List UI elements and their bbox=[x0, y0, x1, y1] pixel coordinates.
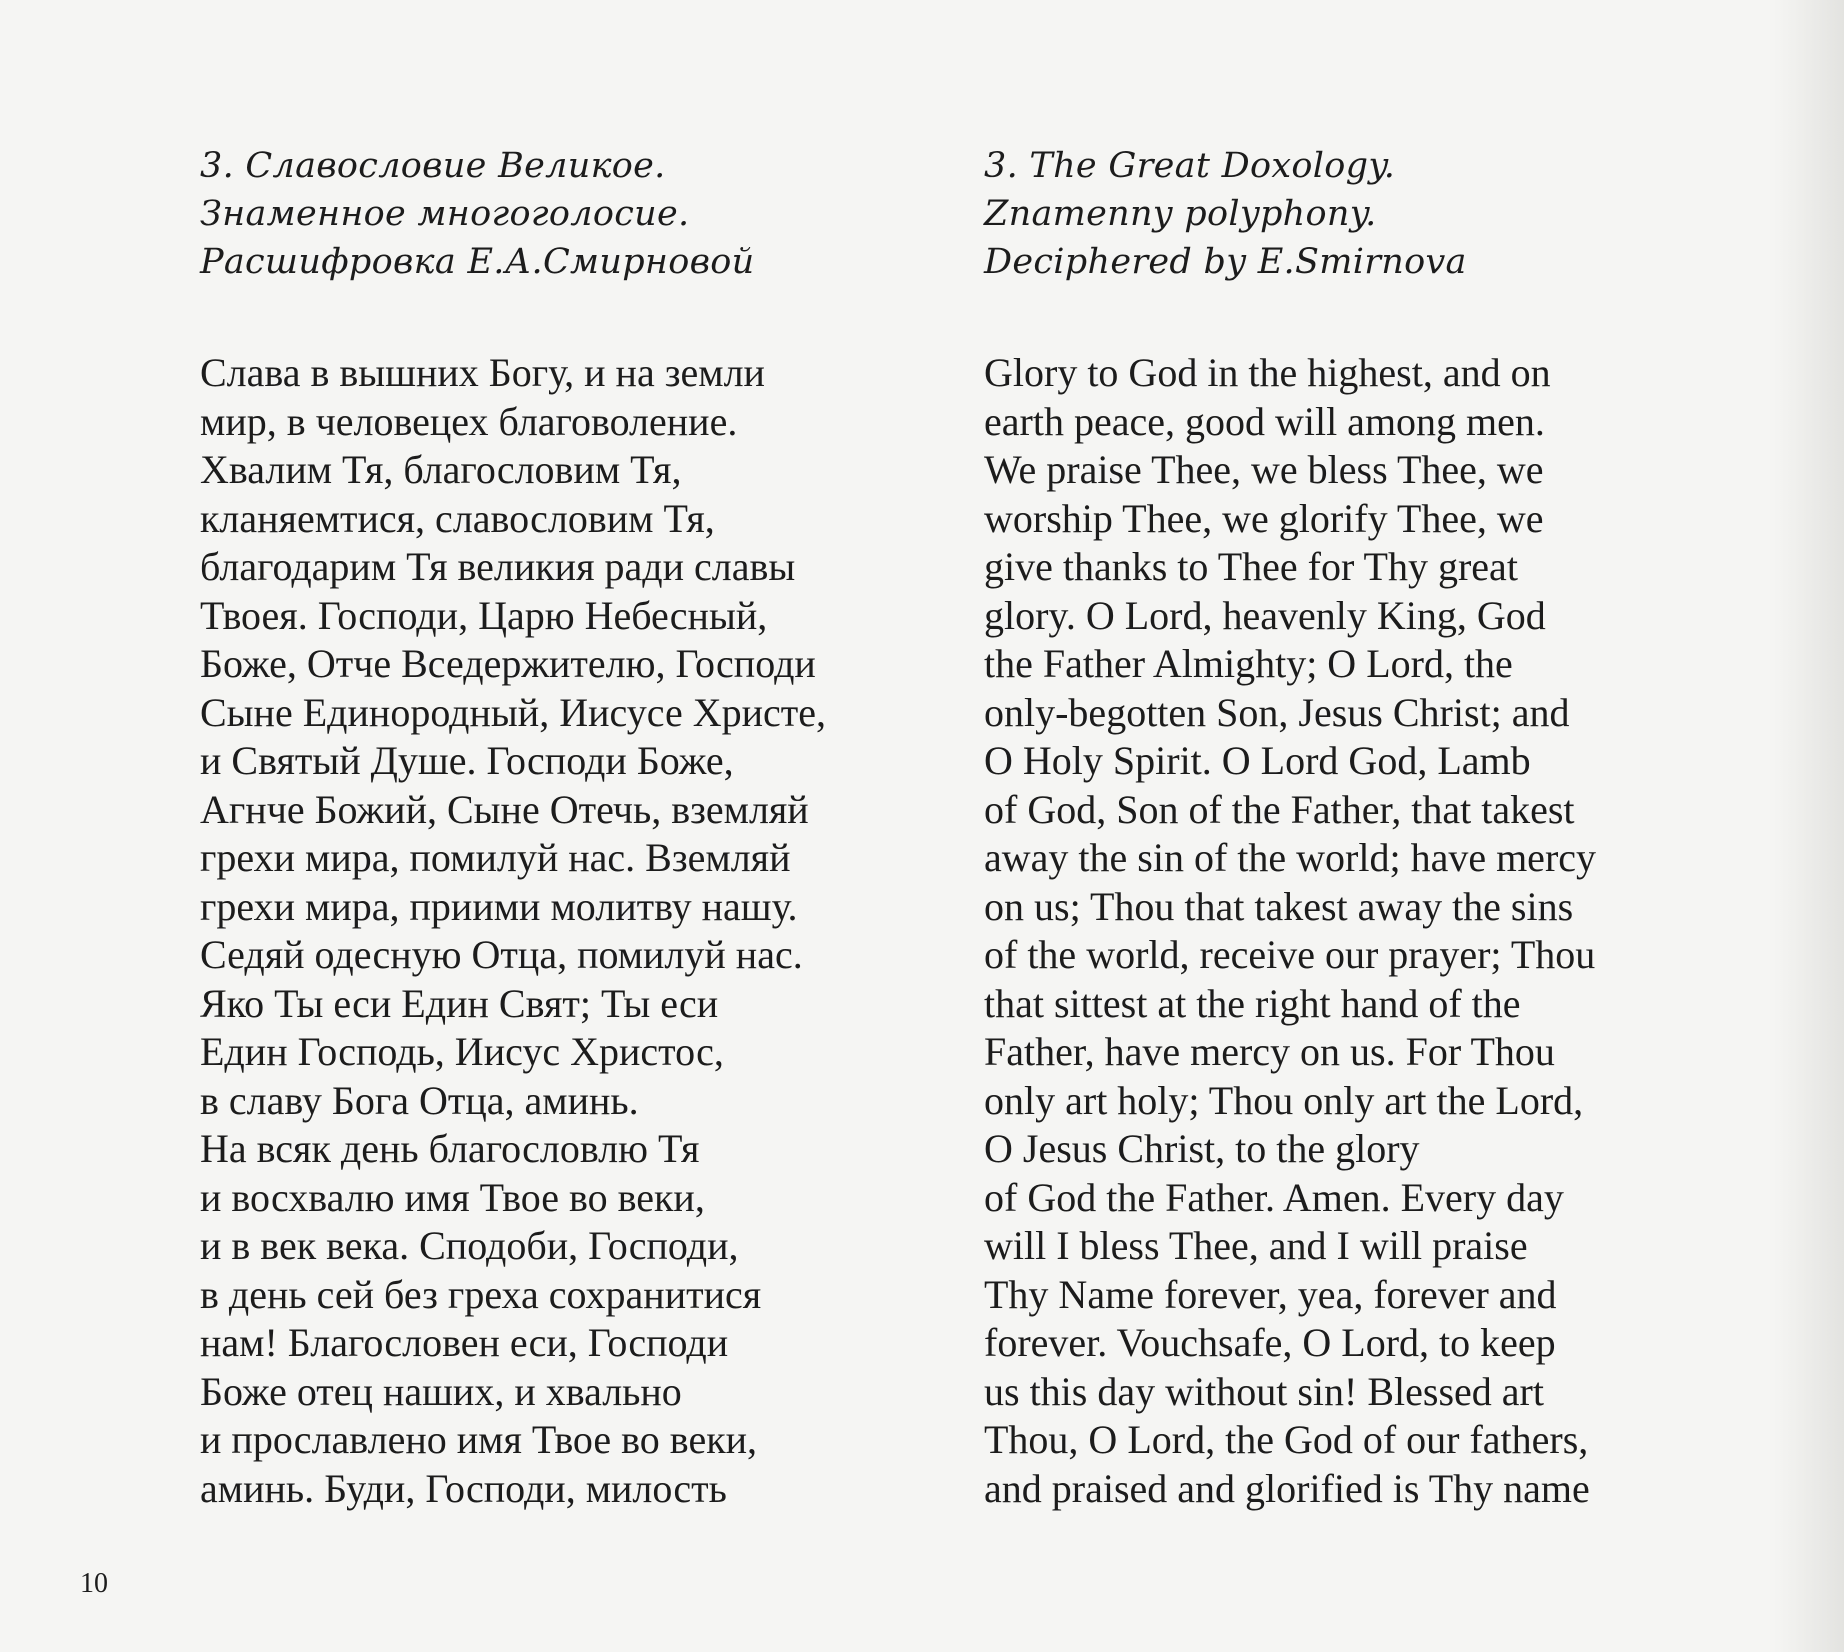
english-text-line: of God, Son of the Father, that takest bbox=[984, 786, 1575, 832]
english-text-line: give thanks to Thee for Thy great bbox=[984, 544, 1518, 589]
russian-text-line: Сыне Единородный, Иисусе Христе, bbox=[200, 689, 826, 735]
english-heading-line: 3. The Great Doxology. bbox=[984, 146, 1396, 186]
russian-text-line: Агнче Божий, Сыне Отечь, вземляй bbox=[200, 786, 809, 832]
russian-heading-line: Расшифровка Е.А.Смирновой bbox=[200, 242, 755, 282]
russian-text-line: мир, в человецех благоволение. bbox=[200, 398, 738, 444]
russian-column bbox=[200, 142, 920, 1513]
english-text-line: and praised and glorified is Thy name bbox=[984, 1465, 1590, 1511]
english-text-line: forever. Vouchsafe, O Lord, to keep bbox=[984, 1320, 1556, 1365]
english-text-line: We praise Thee, we bless Thee, we bbox=[984, 447, 1544, 492]
english-column bbox=[984, 142, 1704, 1513]
russian-text-line: и Святый Душе. Господи Боже, bbox=[200, 738, 734, 783]
russian-text-line: и в век века. Сподоби, Господи, bbox=[200, 1223, 739, 1268]
russian-text-line: На всяк день благословлю Тя bbox=[200, 1126, 700, 1171]
english-text-line: away the sin of the world; have mercy bbox=[984, 835, 1597, 880]
english-text-line: the Father Almighty; O Lord, the bbox=[984, 641, 1513, 686]
english-heading bbox=[984, 142, 1704, 286]
page-number: 10 bbox=[80, 1568, 108, 1599]
russian-text-line: в славу Бога Отца, аминь. bbox=[200, 1077, 639, 1123]
english-text-line: that sittest at the right hand of the bbox=[984, 980, 1521, 1026]
english-text bbox=[984, 349, 1704, 1513]
russian-text-line: кланяемтися, славословим Тя, bbox=[200, 495, 715, 541]
russian-text-line: благодарим Тя великия ради славы bbox=[200, 544, 796, 589]
russian-text-line: Хвалим Тя, благословим Тя, bbox=[200, 447, 682, 492]
english-text-line: only-begotten Son, Jesus Christ; and bbox=[984, 689, 1570, 735]
english-heading-line: Deciphered by E.Smirnova bbox=[984, 242, 1467, 282]
russian-text-line: Твоея. Господи, Царю Небесный, bbox=[200, 592, 768, 638]
russian-text-line: грехи мира, помилуй нас. Вземляй bbox=[200, 835, 791, 880]
english-text-line: glory. O Lord, heavenly King, God bbox=[984, 592, 1546, 638]
english-text-line: only art holy; Thou only art the Lord, bbox=[984, 1077, 1584, 1123]
english-text-line: Thou, O Lord, the God of our fathers, bbox=[984, 1417, 1589, 1462]
russian-heading-line: 3. Славословие Великое. bbox=[200, 146, 666, 186]
english-text-line: us this day without sin! Blessed art bbox=[984, 1368, 1544, 1414]
russian-text bbox=[200, 349, 920, 1513]
english-text-line: of the world, receive our prayer; Thou bbox=[984, 932, 1596, 977]
russian-heading bbox=[200, 142, 920, 286]
english-text-line: earth peace, good will among men. bbox=[984, 398, 1545, 444]
english-text-line: O Holy Spirit. O Lord God, Lamb bbox=[984, 738, 1531, 783]
russian-text-line: Яко Ты еси Един Свят; Ты еси bbox=[200, 980, 719, 1026]
english-heading-line: Znamenny polyphony. bbox=[984, 194, 1377, 234]
russian-text-line: Един Господь, Иисус Христос, bbox=[200, 1029, 724, 1074]
russian-text-line: Седяй одесную Отца, помилуй нас. bbox=[200, 932, 803, 977]
english-text-line: Glory to God in the highest, and on bbox=[984, 350, 1551, 395]
russian-text-line: грехи мира, приими молитву нашу. bbox=[200, 883, 798, 929]
english-text-line: of God the Father. Amen. Every day bbox=[984, 1174, 1564, 1220]
russian-text-line: в день сей без греха сохранитися bbox=[200, 1271, 762, 1317]
russian-text-line: и прославлено имя Твое во веки, bbox=[200, 1417, 758, 1462]
russian-heading-line: Знаменное многоголосие. bbox=[200, 194, 690, 234]
english-text-line: O Jesus Christ, to the glory bbox=[984, 1126, 1420, 1171]
russian-text-line: Боже отец наших, и хвально bbox=[200, 1368, 682, 1414]
russian-text-line: Слава в вышних Богу, и на земли bbox=[200, 350, 765, 395]
english-text-line: Thy Name forever, yea, forever and bbox=[984, 1271, 1557, 1317]
english-text-line: worship Thee, we glorify Thee, we bbox=[984, 495, 1544, 541]
page-edge-shadow bbox=[1774, 0, 1844, 1652]
english-text-line: Father, have mercy on us. For Thou bbox=[984, 1029, 1555, 1074]
english-text-line: will I bless Thee, and I will praise bbox=[984, 1223, 1528, 1268]
russian-text-line: аминь. Буди, Господи, милость bbox=[200, 1465, 727, 1511]
russian-text-line: и восхвалю имя Твое во веки, bbox=[200, 1174, 705, 1220]
english-text-line: on us; Thou that takest away the sins bbox=[984, 883, 1574, 929]
russian-text-line: Боже, Отче Вседержителю, Господи bbox=[200, 641, 816, 686]
russian-text-line: нам! Благословен еси, Господи bbox=[200, 1320, 729, 1365]
